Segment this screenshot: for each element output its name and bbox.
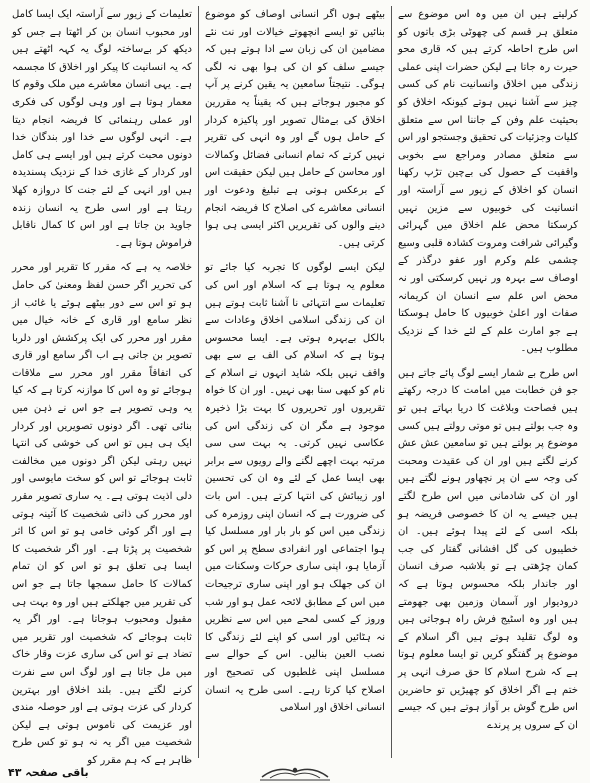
- ornament-icon: [260, 763, 330, 781]
- page-footer: [0, 757, 590, 781]
- paragraph: اس طرح بے شمار ایسے لوگ پائے جاتے ہیں جو فن خطابت میں امامت کا درجہ رکھتے ہیں فصاحت وبلاغت کا دریا بہاتے ہیں تو وہ جب بولتے ہیں تو موتی رولتے ہیں کسی موضوع پر بولتے ہیں تو سامعین عش عش کرنے لگتے ہیں اور ان کی عقیدت ومحبت کی وجہ سے ان پر نچھاور ہونے لگتے ہیں اور ان کی شادمانی میں اس طرح لگتے ہیں جیسے یہ ان کا خصوصی فریضہ ہو بلکہ اسی کے لئے پیدا ہوئے ہیں۔ ان خطیبوں کی گل افشانی گفتار کی جب کمان چڑھتی ہے تو بلاشبہ صرف انسان اور جاندار بلکہ محسوس ہوتا ہے کہ درودیوار اور آسمان وزمین بھی جھومتے ہیں اور وہ اسٹیج فرش راہ ہوجاتی ہیں وہ لوگ تقلید ہوتے ہیں اگر اسلام کے موضوع پر گفتگو کریں تو ایسا معلوم ہوتا ہے کہ شرح اسلام کا حق صرف انہی پر ختم ہے اگر اخلاق کو چھیڑیں تو حاضرین اس طرح گوش بر آواز ہوتے ہیں کہ جیسے ان کے سروں پر پرندے: [398, 367, 578, 731]
- column-left: [6, 6, 198, 766]
- continued-on-label: باقی صفحہ ۴۳: [8, 766, 89, 779]
- paragraph: تعلیمات کے زیور سے آراستہ ایک ایسا کامل اور محبوب انسان بن کر اٹھتا ہے جس کو دیکھ کر بےساختہ لوگ یہ کہہ اٹھتے ہیں کہ یہ انسانیت کا پیکر اور اخلاق کا مجسمہ ہے۔ یہی انسان معاشرے میں ملک وقوم کا معمار ہوتا ہے اور وہی لوگوں کی فکری اور عملی رہنمائی کا فریضہ انجام دیتا ہے۔ انہی لوگوں سے خدا اور بندگان خدا دونوں محبت کرتے ہیں اور ایسے ہی کامل اور کردار کے غازی خدا کے نزدیک پسندیدہ ہیں اور انہی کے لئے جنت کا دروازہ کھلا رہتا ہے اور اسی طرح یہ انسان زندہ جاوید بن جاتا ہے اور اس کا کمال ناقابل فراموش ہوتا ہے۔: [12, 9, 192, 249]
- paragraph: کرلیتے ہیں ان میں وہ اس موضوع سے متعلق ہر قسم کی چھوٹی بڑی باتوں کو اس طرح احاطہ کرتے ہیں کہ قاری محو حیرت رہ جاتا ہے لیکن حضرات اپنی عملی زندگی میں اخلاق وانسانیت نام کی کسی چیز سے آشنا نہیں ہوتے کیونکہ اخلاق کو بحیثیت علم وفن کے جاننا اس سے متعلق کلیات وجزئیات کی تحقیق وجستجو اور اس سے متعلق مصادر ومراجع سے بخوبی واقفیت کے حصول کی بےچین تڑپ رکھنا انسان کو اخلاق کے زیور سے آراستہ اور انسانیت کی خوبیوں سے مزین نہیں کرسکتا محض علم اخلاق میں گہرائی وگیرائی شرافت ومروت کشادہ قلبی وسیع چشمی علم وکرم اور عفو درگذر کے اوصاف سے بہرہ ور نہیں کرسکتی اور نہ محض اس علم سے انسان ان کریمانہ صفات اور اعلیٰ خوبیوں کا حامل ہوسکتا ہے جو امارت علم کے لئے خدا کے نزدیک مطلوب ہیں۔: [398, 9, 578, 355]
- text-columns: [6, 6, 584, 766]
- paragraph: لیکن ایسے لوگوں کا تجربہ کیا جائے تو معلوم یہ ہوتا ہے کہ اسلام اور اس کی تعلیمات سے انتہائی نا آشنا ثابت ہوتے ہیں ان کی زندگی اسلامی اخلاق وعادات سے بالکل بےبہرہ ہوتی ہے۔ ایسا محسوس ہوتا ہے کہ اسلام کی الف بے سے بھی واقف نہیں بلکہ شاید انہوں نے اسلام کے نام کو کبھی سنا بھی نہیں۔ اور ان کا خواہ تقریروں اور تحریروں کا بہت بڑا ذخیرہ موجود ہے مگر ان کی زندگی اس کی عکاسی نہیں کرتی۔ یہ بہت سی سی مرتبہ بہت اچھے لگنے والے رویوں سے برابر بھی ایسا عمل کے لئے وہ ان کی تحسین اور زیبائش کی انتہا کرتے ہیں۔ اس بات کی ضرورت ہے کہ انسان اپنی روزمرہ کی زندگی میں اس کو بار بار اور مسلسل کیا ہوا اجتماعی اور انفرادی سطح پر اس کو آزمایا ہو، اپنی ساری حرکات وسکنات میں ان کی جھلک ہو اور اپنی ساری ترجیحات میں اس کے مطابق لائحہ عمل ہو اور شب وروز کے کسی لمحے میں اس سے نظریں نہ ہٹائیں اور اسی کو اپنے لئے زندگی کا نصب العین بنالیں۔ اس کے حوالے سے مسلسل اپنی غلطیوں کی تصحیح اور اصلاح کیا کرتا رہے۔ اسی طرح یہ انسان انسانی اخلاق اور اسلامی: [205, 262, 385, 714]
- column-middle: [199, 6, 391, 758]
- paragraph: بیٹھے ہوں اگر انسانی اوصاف کو موضوع بنائیں تو ایسے انچھوتے خیالات اور نت نئے مضامین ان کی زبان سے ادا ہوتے ہیں کہ جیسے سلف کو ان کی ہوا بھی نہ لگی ہوگی۔ نتیجتاً سامعین یہ یقین کرنے پر آپ کو مجبور ہوجاتے ہیں کہ یقیناً یہ مقررین اخلاق کی بےمثال تصویر اور پاکیزہ کردار کے حامل ہوں گے اور وہ انہی کی تقریر نہیں کرتے کہ تمام انسانی فضائل وکمالات اور محاسن کے حامل ہیں لیکن حقیقت اس کے برعکس ہوتی ہے تبلیغ ودعوت اور انسانی معاشرے کی اصلاح کا فریضہ انجام دینے والوں کی تقریریں اکثر ایسی ہی ہوا کرتی ہیں۔: [205, 9, 385, 249]
- paragraph: خلاصہ یہ ہے کہ مقرر کا تقریر اور محرر کی تحریر اگر حسن لفظ ومعنیٰ کی حامل ہو تو اس سے دور بیٹھے ہوئے یا غائب از نظر سامع اور قاری کے خانہ خیال میں مقرر اور محرر کی ایک پرکشش اور دلربا تصویر بن جاتی ہے اب اگر سامع اور قاری کی اتفاقاً مقرر اور محرر سے ملاقات ہوجائے تو وہ اس کا موازنہ کرتا ہے کہ کیا یہ وہی تصویر ہے جو اس نے ذہن میں بنائی تھی۔ اگر دونوں تصویریں اور کردار ایک ہی ہیں تو اس کی خوشی کی انتہا نہیں رہتی لیکن اگر دونوں میں مخالفت ثابت ہوجائے تو اس کو سخت مایوسی اور دلی اذیت ہوتی ہے۔ یہ ساری تصویر مقرر اور محرر کی ذاتی شخصیت کا آئینہ ہوتی ہے اور اگر کوئی خامی ہو تو اس کا اثر شخصیت پر پڑتا ہے۔ اور اگر شخصیت کا ایسا ہی تعلق ہو تو اس کو ان تمام کمالات کا حامل سمجھا جاتا ہے جو اس کی تقریر میں جھلکتے ہیں اور وہ بہت ہی مقبول ومحبوب ہوجاتا ہے۔ اور اگر یہ ثابت ہوجائے کہ شخصیت اور تقریر میں تضاد ہے تو اس کی ساری عزت وقار خاک میں مل جاتا ہے اور لوگ اس سے نفرت کرنے لگتے ہیں۔ بلند اخلاق اور بہترین کردار کی عزت ہوتی ہے اور حوصلہ مندی اور عزیمت کی ناموس ہوتی ہے لیکن شخصیت میں اگر یہ نہ ہو تو کس طرح ظاہر ہے کہ ہم مقرر کو: [12, 262, 192, 766]
- column-right: [392, 6, 584, 758]
